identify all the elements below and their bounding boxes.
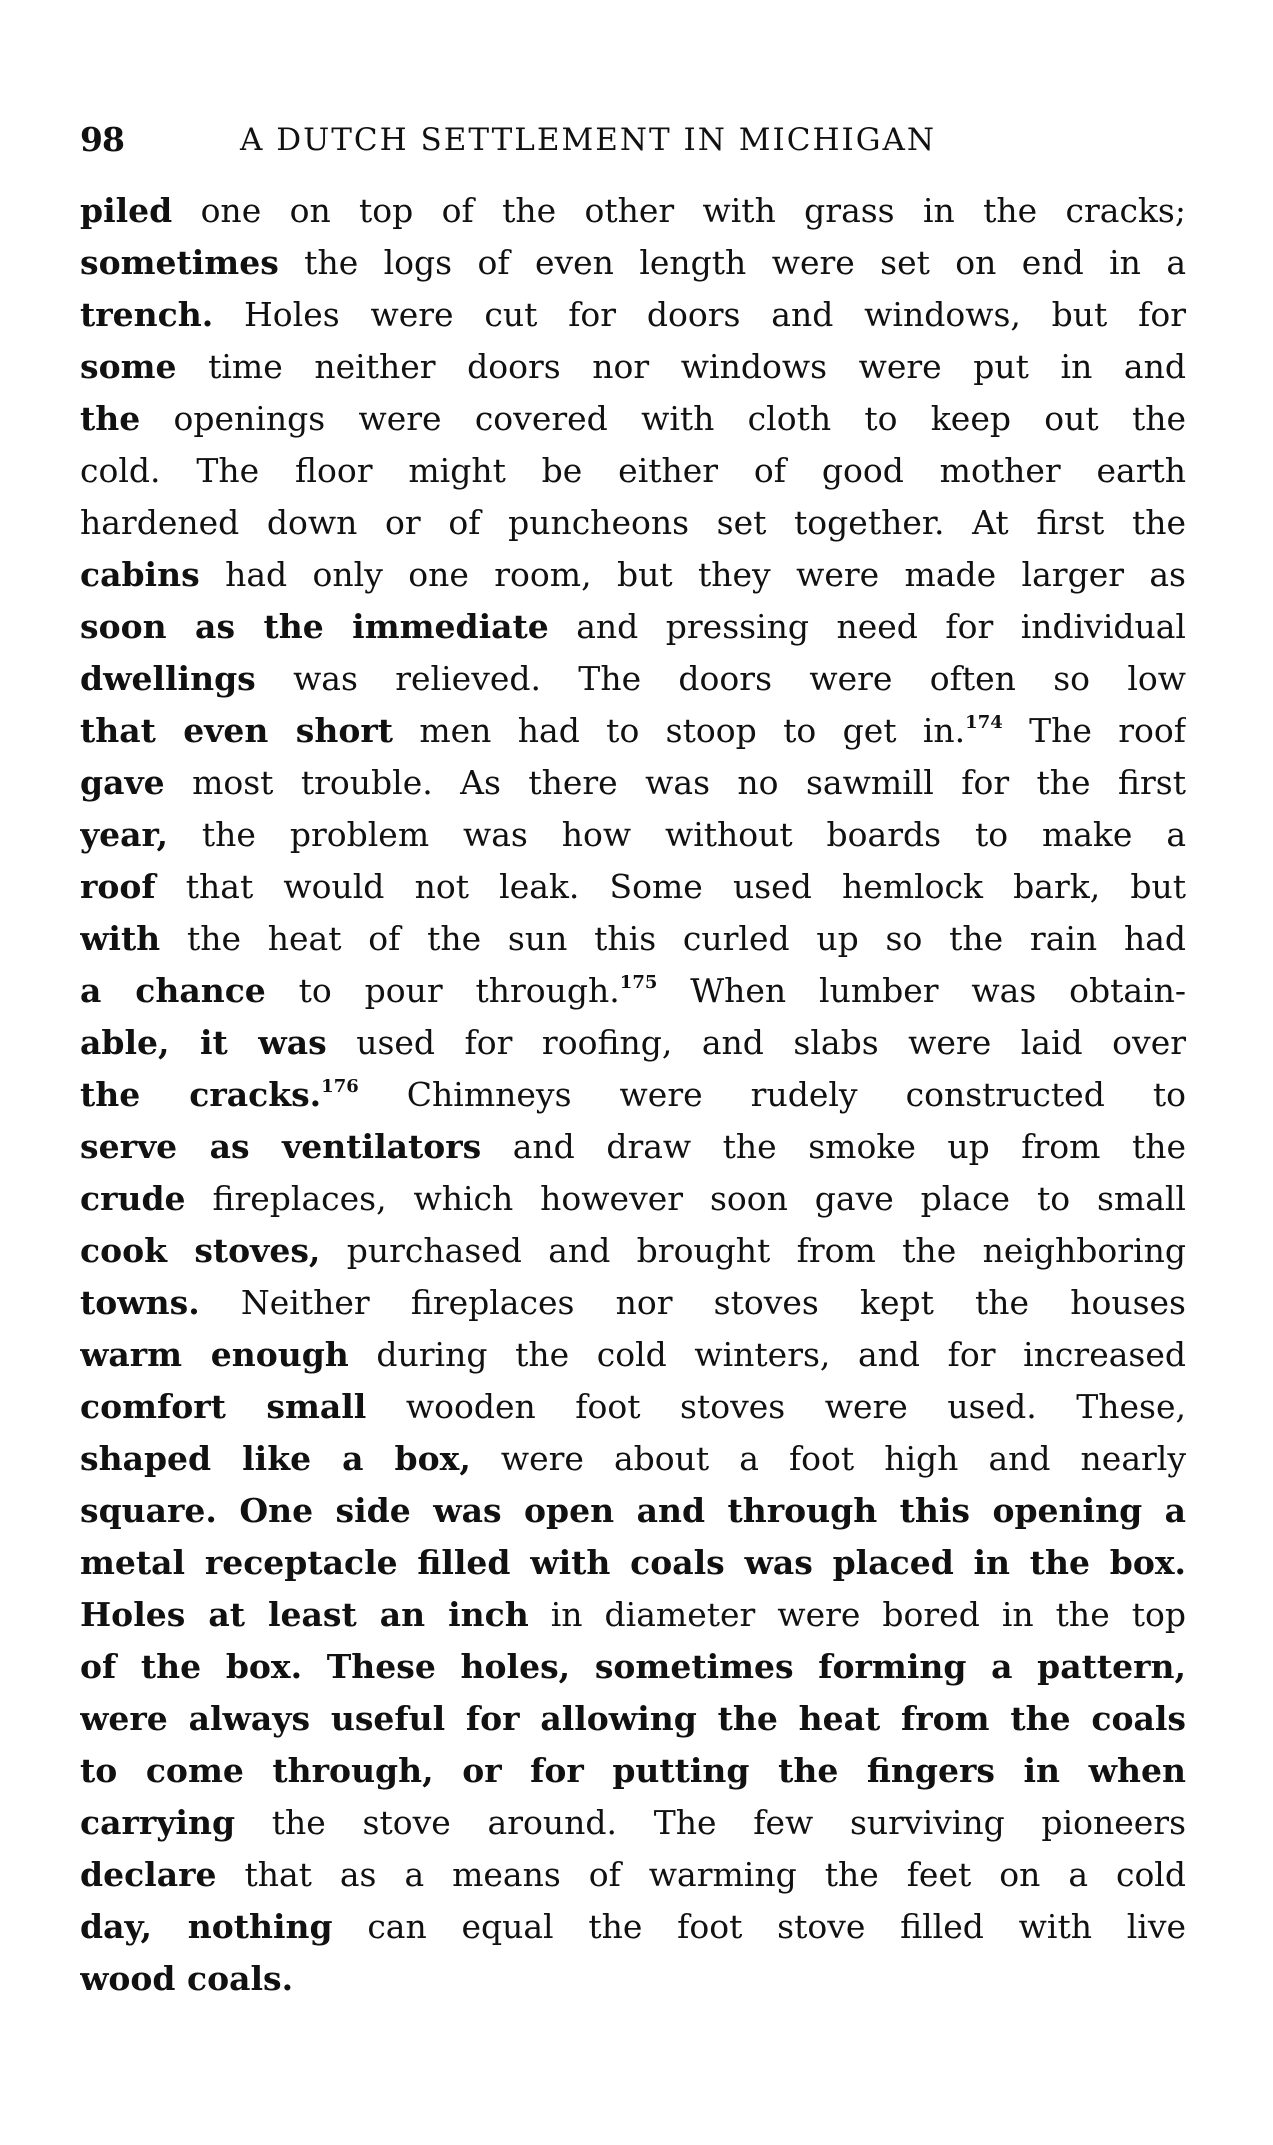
bold-run: to come through, or for putting the fingers in when <box>80 1751 1186 1790</box>
bold-run: crude <box>80 1179 186 1218</box>
text-line <box>80 1173 1186 1225</box>
bold-run: Holes at least an inch <box>80 1595 529 1634</box>
text-line <box>80 1329 1186 1381</box>
page-number: 98 <box>80 120 124 159</box>
bold-run: the <box>80 399 141 438</box>
text-run: had only one room, but they were made larger as <box>199 555 1186 594</box>
text-run: cold. The floor might be either of good mother earth <box>80 451 1186 490</box>
text-run: during the cold winters, and for increased <box>348 1335 1186 1374</box>
text-run: openings were covered with cloth to keep out the <box>140 399 1186 438</box>
text-line <box>80 601 1186 653</box>
bold-run: serve as ventilators <box>80 1127 482 1166</box>
text-line <box>80 1589 1186 1641</box>
footnote-ref: 176 <box>321 1076 359 1097</box>
running-head: A DUTCH SETTLEMENT IN MICHIGAN <box>240 122 937 158</box>
text-line <box>80 1693 1186 1745</box>
text-line <box>80 185 1186 237</box>
text-line <box>80 1277 1186 1329</box>
footnote-ref: 174 <box>965 712 1003 733</box>
bold-run: wood coals. <box>80 1959 294 1998</box>
bold-run: declare <box>80 1855 217 1894</box>
text-line <box>80 1745 1186 1797</box>
bold-run: that even short <box>80 711 393 750</box>
text-run: and draw the smoke up from the <box>481 1127 1186 1166</box>
text-line <box>80 1069 1186 1121</box>
text-line <box>80 445 1186 497</box>
text-run: hardened down or of puncheons set together. At first the <box>80 503 1186 542</box>
bold-run: able, it was <box>80 1023 327 1062</box>
text-line <box>80 1381 1186 1433</box>
bold-run: of the box. These holes, sometimes forming a pattern, <box>80 1647 1186 1686</box>
footnote-ref: 175 <box>619 972 658 993</box>
bold-run: dwellings <box>80 659 256 698</box>
text-line <box>80 1953 1186 2005</box>
text-line <box>80 1641 1186 1693</box>
text-run: and pressing need for individual <box>548 607 1186 646</box>
bold-run: were always useful for allowing the heat from the coals <box>80 1699 1186 1738</box>
bold-run: roof <box>80 867 156 906</box>
bold-run: with <box>80 919 161 958</box>
text-line <box>80 1433 1186 1485</box>
text-run: that would not leak. Some used hemlock bark, but <box>155 867 1186 906</box>
text-line <box>80 809 1186 861</box>
text-run: men had to stoop to get in. <box>392 711 966 750</box>
text-run: used for roofing, and slabs were laid over <box>326 1023 1186 1062</box>
text-run: was relieved. The doors were often so low <box>255 659 1186 698</box>
text-run: most trouble. As there was no sawmill for the first <box>164 763 1186 802</box>
bold-run: soon as the immediate <box>80 607 549 646</box>
text-run: Chimneys were rudely constructed to <box>358 1075 1186 1114</box>
bold-run: cook stoves, <box>80 1231 321 1270</box>
text-line <box>80 1225 1186 1277</box>
text-line <box>80 289 1186 341</box>
bold-run: day, nothing <box>80 1907 333 1946</box>
bold-run: sometimes <box>80 243 279 282</box>
text-run: can equal the foot stove filled with live <box>332 1907 1186 1946</box>
text-run: purchased and brought from the neighboring <box>320 1231 1186 1270</box>
bold-run: the cracks. <box>80 1075 322 1114</box>
text-run: that as a means of warming the feet on a cold <box>216 1855 1186 1894</box>
text-line <box>80 757 1186 809</box>
text-run: one on top of the other with grass in the cracks; <box>172 191 1186 230</box>
bold-run: shaped like a box, <box>80 1439 471 1478</box>
bold-run: metal receptacle filled with coals was placed in the box. <box>80 1543 1186 1582</box>
bold-run: comfort small <box>80 1387 367 1426</box>
text-line <box>80 1485 1186 1537</box>
bold-run: year, <box>80 815 169 854</box>
text-run: wooden foot stoves were used. These, <box>366 1387 1186 1426</box>
bold-run: warm enough <box>80 1335 349 1374</box>
text-run: The roof <box>1002 711 1186 750</box>
text-line <box>80 653 1186 705</box>
bold-run: a chance <box>80 971 266 1010</box>
bold-run: square. One side was open and through this opening a <box>80 1491 1186 1530</box>
text-line <box>80 237 1186 289</box>
text-line <box>80 1901 1186 1953</box>
text-line <box>80 1849 1186 1901</box>
text-run: fireplaces, which however soon gave place to small <box>185 1179 1186 1218</box>
text-line <box>80 861 1186 913</box>
text-line <box>80 1017 1186 1069</box>
text-run: to pour through. <box>265 971 620 1010</box>
bold-run: towns. <box>80 1283 200 1322</box>
bold-run: piled <box>80 191 173 230</box>
text-run: the stove around. The few surviving pioneers <box>235 1803 1186 1842</box>
text-run: the problem was how without boards to make a <box>168 815 1186 854</box>
text-line <box>80 1121 1186 1173</box>
text-run: the logs of even length were set on end in a <box>278 243 1186 282</box>
text-run: the heat of the sun this curled up so the rain had <box>160 919 1186 958</box>
text-line <box>80 705 1186 757</box>
bold-run: trench. <box>80 295 214 334</box>
text-line <box>80 549 1186 601</box>
text-line <box>80 965 1186 1017</box>
body-text <box>80 185 1186 2005</box>
text-line <box>80 1537 1186 1589</box>
text-line <box>80 1797 1186 1849</box>
bold-run: carrying <box>80 1803 236 1842</box>
bold-run: some <box>80 347 177 386</box>
text-run: time neither doors nor windows were put in and <box>176 347 1186 386</box>
text-run: were about a foot high and nearly <box>470 1439 1186 1478</box>
text-line <box>80 913 1186 965</box>
text-line <box>80 341 1186 393</box>
page-header <box>80 118 1185 168</box>
text-run: Holes were cut for doors and windows, but for <box>213 295 1186 334</box>
text-run: When lumber was obtain- <box>657 971 1186 1010</box>
text-line <box>80 393 1186 445</box>
bold-run: cabins <box>80 555 200 594</box>
bold-run: gave <box>80 763 165 802</box>
text-run: Neither fireplaces nor stoves kept the houses <box>199 1283 1186 1322</box>
text-line <box>80 497 1186 549</box>
text-run: in diameter were bored in the top <box>528 1595 1186 1634</box>
